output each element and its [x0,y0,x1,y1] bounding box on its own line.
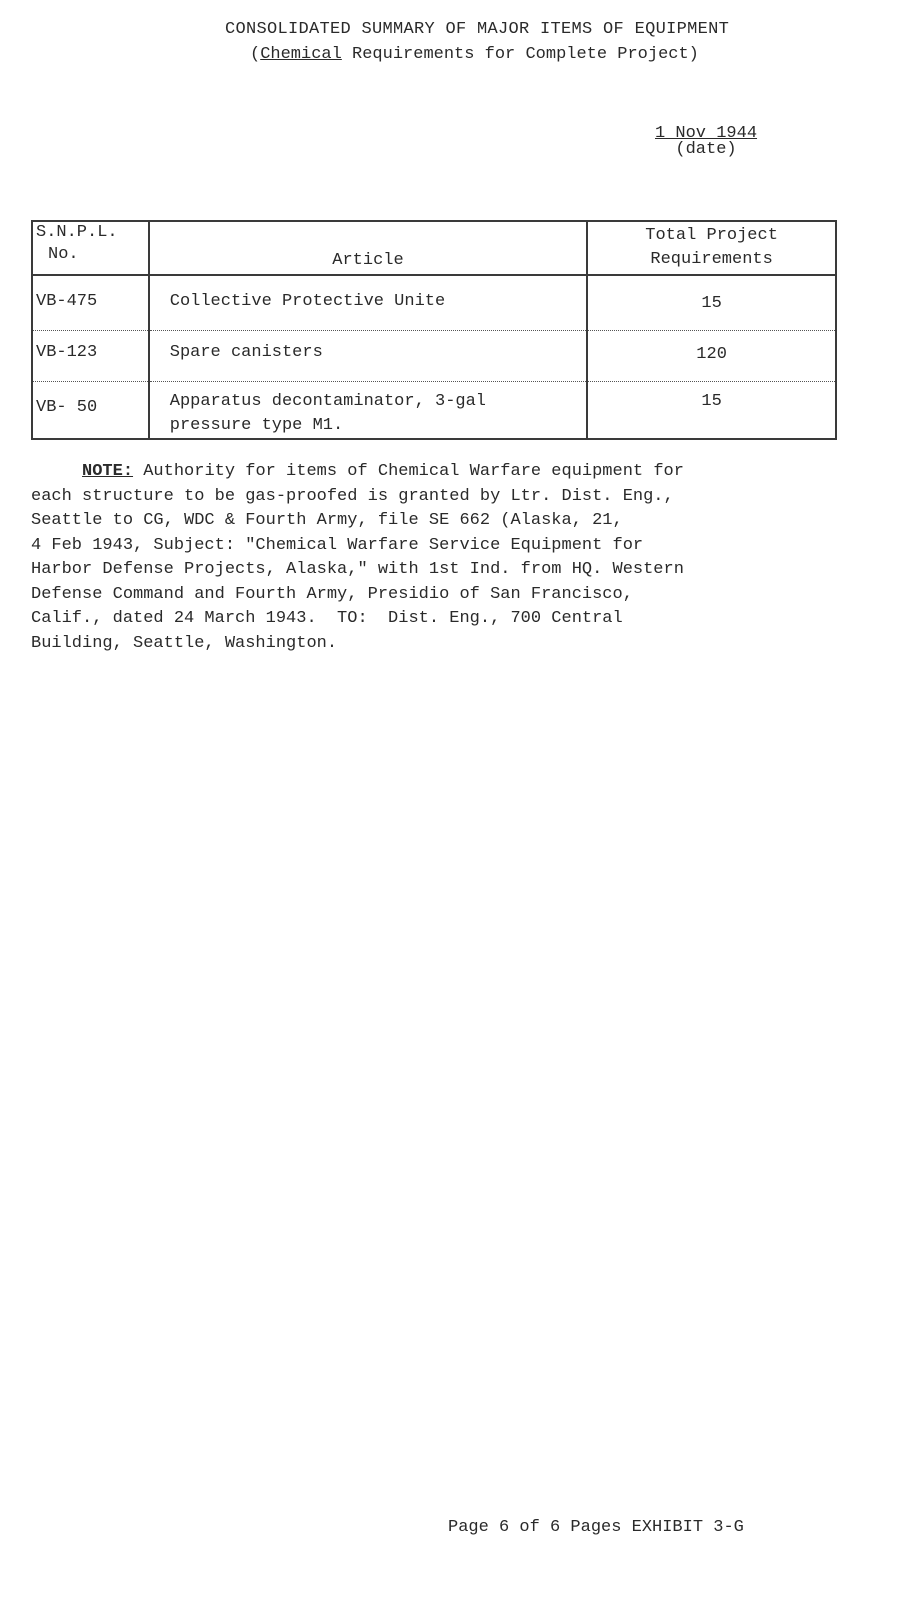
cell-article: Collective Protective Unite [149,275,587,331]
header-snpl-line2: No. [48,245,79,264]
header-snpl-no [32,221,149,275]
note-line-8: Building, Seattle, Washington. [31,633,338,653]
table-header-row [32,221,836,275]
date-block [655,124,757,159]
note-line-7: Calif., dated 24 March 1943. TO: Dist. Eng., 700 Central [31,609,623,628]
header-req-line2: Requirements [650,250,773,269]
cell-article-line2: pressure type M1. [169,416,344,435]
page-footer: Page 6 of 6 Pages EXHIBIT 3-G [448,1518,744,1537]
header-snpl-line1: S.N.P.L. [36,223,118,242]
document-title: CONSOLIDATED SUMMARY OF MAJOR ITEMS OF EQUIPMENT [225,20,730,39]
table-row [32,382,836,440]
cell-article: Spare canisters [149,331,587,382]
cell-requirement: 120 [587,331,836,382]
subtitle-rest: Requirements for Complete Project) [341,45,699,64]
document-subtitle [250,45,699,64]
cell-snpl-no: VB-475 [32,275,149,331]
note-line-5: Harbor Defense Projects, Alaska," with 1st Ind. from HQ. Western [31,560,684,579]
note-line-6: Defense Command and Fourth Army, Presidio of San Francisco, [31,584,633,604]
date-caption: (date) [675,140,737,159]
table-row [32,331,836,382]
equipment-table [31,220,837,440]
header-req-line1: Total Project [645,226,778,245]
cell-snpl-no: VB- 50 [32,382,149,440]
cell-snpl-no: VB-123 [32,331,149,382]
cell-article-line1: Apparatus decontaminator, 3-gal [169,392,487,411]
header-total-requirements [587,221,836,275]
header-article: Article [149,221,587,275]
note-line-1: Authority for items of Chemical Warfare equipment for [133,462,684,481]
subtitle-open: ( [250,45,261,64]
table-row [32,275,836,331]
note-line-4: 4 Feb 1943, Subject: "Chemical Warfare Service Equipment for [31,535,644,555]
cell-requirement: 15 [701,392,722,411]
date-value: 1 Nov 1944 [655,124,758,143]
note-paragraph [31,460,851,656]
note-line-3: Seattle to CG, WDC & Fourth Army, file SE 662 (Alaska, 21, [31,511,623,530]
note-line-2: each structure to be gas-proofed is granted by Ltr. Dist. Eng., [31,486,674,506]
note-label: NOTE: [82,462,134,481]
subtitle-underlined: Chemical [260,45,342,64]
cell-article [149,382,587,440]
cell-requirement: 15 [587,275,836,331]
